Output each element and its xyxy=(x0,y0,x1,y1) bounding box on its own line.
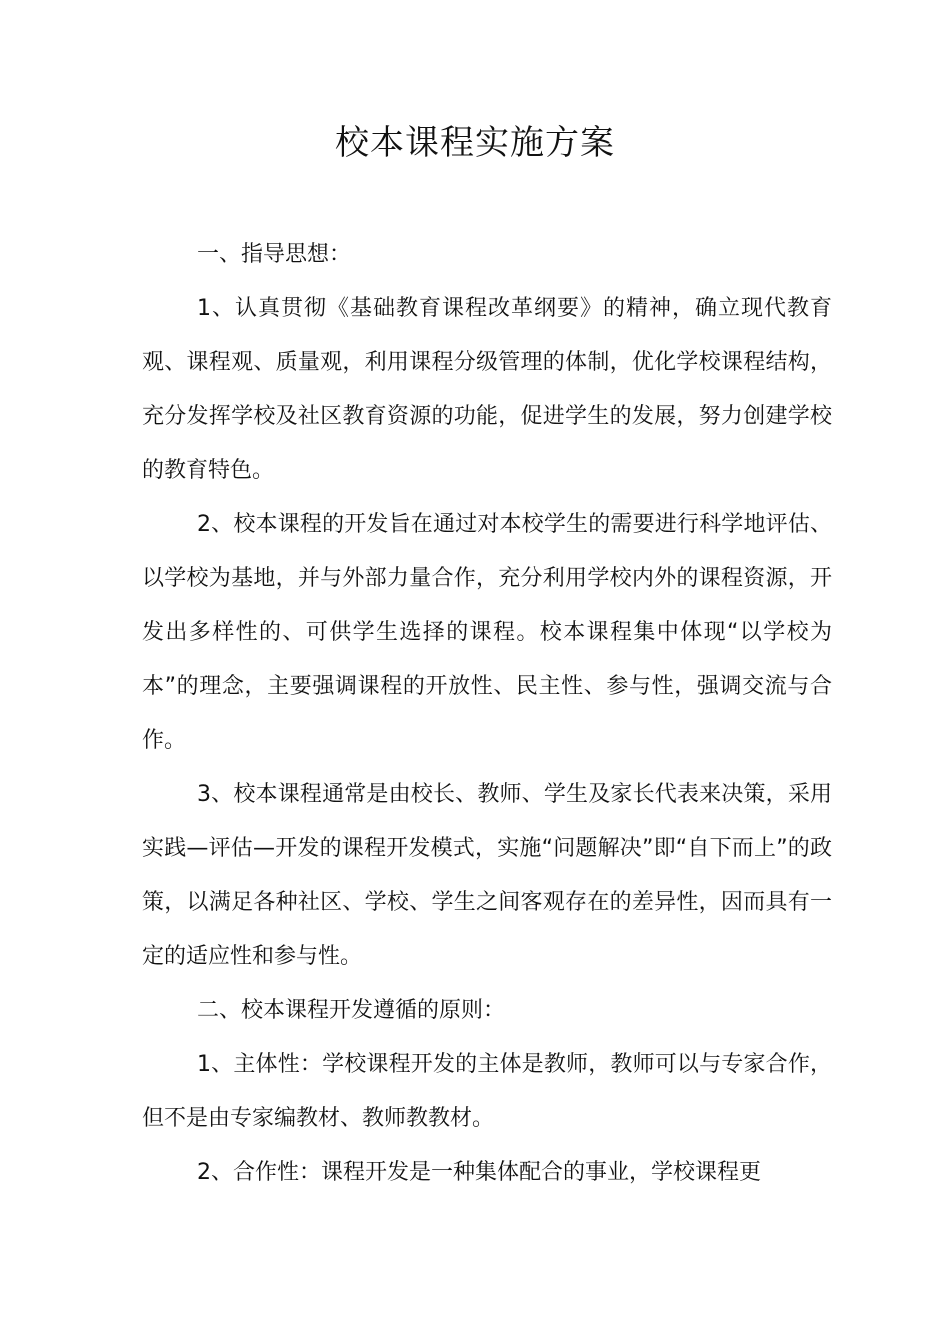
paragraph-2-2: 2、合作性：课程开发是一种集体配合的事业，学校课程更 xyxy=(197,1160,761,1185)
paragraph-1-1: 1、认真贯彻《基础教育课程改革纲要》的精神，确立现代教育观、课程观、质量观，利用课程分级管理的体制，优化学校课程结构，充分发挥学校及社区教育资源的功能，促进学生的发展，努力创建学校的教育特色。 xyxy=(142,296,832,483)
paragraph-1-3: 3、校本课程通常是由校长、教师、学生及家长代表来决策，采用实践—评估—开发的课程开发模式，实施“问题解决”即“自下而上”的政策，以满足各种社区、学校、学生之间客观存在的差异性，因而具有一定的适应性和参与性。 xyxy=(142,782,832,969)
paragraph-2-1: 1、主体性：学校课程开发的主体是教师，教师可以与专家合作，但不是由专家编教材、教师教教材。 xyxy=(142,1052,832,1131)
section-heading-guiding-ideology: 一、指导思想： xyxy=(197,242,352,267)
document-title: 校本课程实施方案 xyxy=(335,123,615,163)
section-heading-principles: 二、校本课程开发遵循的原则： xyxy=(197,998,506,1023)
paragraph-1-2: 2、校本课程的开发旨在通过对本校学生的需要进行科学地评估、以学校为基地，并与外部力量合作，充分利用学校内外的课程资源，开发出多样性的、可供学生选择的课程。校本课程集中体现“以学校为本”的理念，主要强调课程的开放性、民主性、参与性，强调交流与合作。 xyxy=(142,512,832,753)
